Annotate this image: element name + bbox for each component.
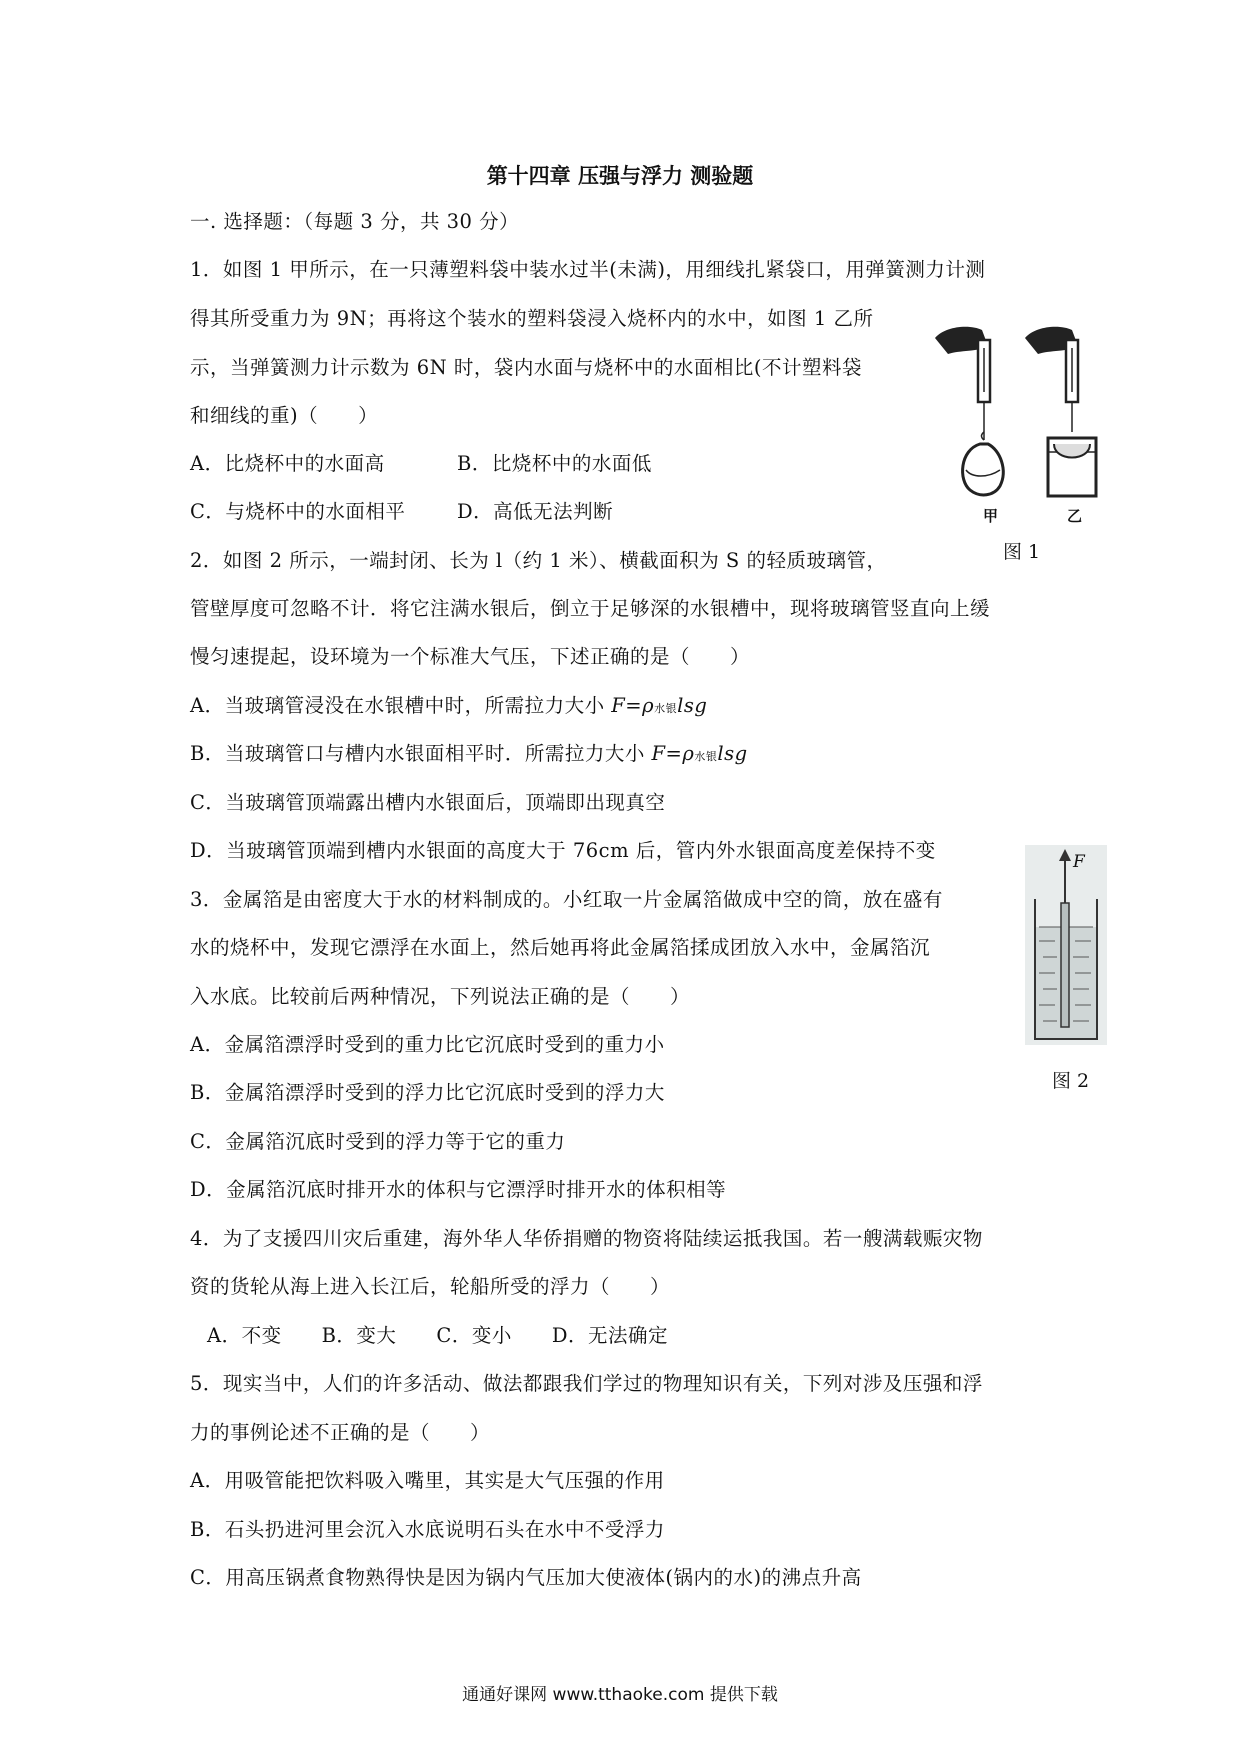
q3-line2: 水的烧杯中，发现它漂浮在水面上，然后她再将此金属箔揉成团放入水中，金属箔沉 [190, 936, 931, 959]
q1-line3: 示，当弹簧测力计示数为 6N 时，袋内水面与烧杯中的水面相比(不计塑料袋 [190, 356, 862, 379]
q3-option-a: A．金属箔漂浮时受到的重力比它沉底时受到的重力小 [190, 1033, 665, 1056]
q5-line1: 5．现实当中，人们的许多活动、做法都跟我们学过的物理知识有关，下列对涉及压强和浮 [190, 1372, 983, 1395]
formula-tail: lsg [677, 694, 708, 717]
q5-option-b: B．石头扔进河里会沉入水底说明石头在水中不受浮力 [190, 1518, 665, 1541]
q2-option-b [190, 742, 748, 769]
page-footer: 通通好课网 www.tthaoke.com 提供下载 [462, 1685, 778, 1705]
formula-tail: lsg [717, 742, 748, 765]
q1-option-c: C．与烧杯中的水面相平 [190, 500, 406, 523]
formula-sub: 水银 [654, 702, 678, 715]
fig2-force-label: F [1073, 852, 1085, 872]
q1-option-a: A．比烧杯中的水面高 [190, 452, 385, 475]
figure-1-spring-scales [930, 320, 1100, 520]
q1-option-b: B．比烧杯中的水面低 [457, 452, 652, 475]
q5-option-c: C．用高压锅煮食物熟得快是因为锅内气压加大使液体(锅内的水)的沸点升高 [190, 1566, 862, 1589]
q1-option-d: D．高低无法判断 [457, 500, 614, 523]
q2-line3: 慢匀速提起，设环境为一个标准大气压，下述正确的是（ ） [190, 645, 751, 668]
q3-line3: 入水底。比较前后两种情况，下列说法正确的是（ ） [190, 985, 691, 1008]
q4-line1: 4．为了支援四川灾后重建，海外华人华侨捐赠的物资将陆续运抵我国。若一艘满载赈灾物 [190, 1227, 983, 1250]
figure-2-mercury-tube [1025, 845, 1107, 1045]
q5-option-a: A．用吸管能把饮料吸入嘴里，其实是大气压强的作用 [190, 1469, 665, 1492]
section-heading: 一. 选择题：（每题 3 分，共 30 分） [190, 210, 520, 233]
formula-main: F=ρ [611, 694, 655, 717]
fig1-label-jia: 甲 [983, 507, 999, 525]
q1-line2: 得其所受重力为 9N；再将这个装水的塑料袋浸入烧杯内的水中，如图 1 乙所 [190, 307, 874, 330]
q2-option-d: D．当玻璃管顶端到槽内水银面的高度大于 76cm 后，管内外水银面高度差保持不变 [190, 839, 936, 862]
q2-option-c: C．当玻璃管顶端露出槽内水银面后，顶端即出现真空 [190, 791, 666, 814]
q5-line2: 力的事例论述不正确的是（ ） [190, 1421, 491, 1444]
fig2-caption: 图 2 [1052, 1070, 1090, 1092]
fig1-caption: 图 1 [1003, 541, 1041, 563]
formula-main: F=ρ [651, 742, 695, 765]
q3-option-d: D．金属箔沉底时排开水的体积与它漂浮时排开水的体积相等 [190, 1178, 727, 1201]
fig1-label-yi: 乙 [1067, 507, 1083, 525]
q3-option-c: C．金属箔沉底时受到的浮力等于它的重力 [190, 1130, 566, 1153]
q3-option-b: B．金属箔漂浮时受到的浮力比它沉底时受到的浮力大 [190, 1081, 665, 1104]
formula-sub: 水银 [694, 750, 718, 763]
q2-line2: 管壁厚度可忽略不计．将它注满水银后，倒立于足够深的水银槽中，现将玻璃管竖直向上缓 [190, 597, 991, 620]
q2-option-a [190, 694, 707, 721]
q2-option-a-text: A．当玻璃管浸没在水银槽中时，所需拉力大小 [190, 694, 612, 717]
q1-line4: 和细线的重)（ ） [190, 404, 379, 427]
page-title: 第十四章 压强与浮力 测验题 [486, 164, 754, 188]
q4-line2: 资的货轮从海上进入长江后，轮船所受的浮力（ ） [190, 1275, 671, 1298]
q3-line1: 3．金属箔是由密度大于水的材料制成的。小红取一片金属箔做成中空的筒，放在盛有 [190, 888, 943, 911]
q4-options: A．不变 B．变大 C．变小 D．无法确定 [207, 1324, 668, 1347]
q1-line1: 1．如图 1 甲所示，在一只薄塑料袋中装水过半(未满)，用细线扎紧袋口，用弹簧测力计测 [190, 258, 986, 281]
q2-option-b-text: B．当玻璃管口与槽内水银面相平时．所需拉力大小 [190, 742, 652, 765]
q2-line1: 2．如图 2 所示，一端封闭、长为 l（约 1 米）、横截面积为 S 的轻质玻璃管， [190, 549, 887, 572]
